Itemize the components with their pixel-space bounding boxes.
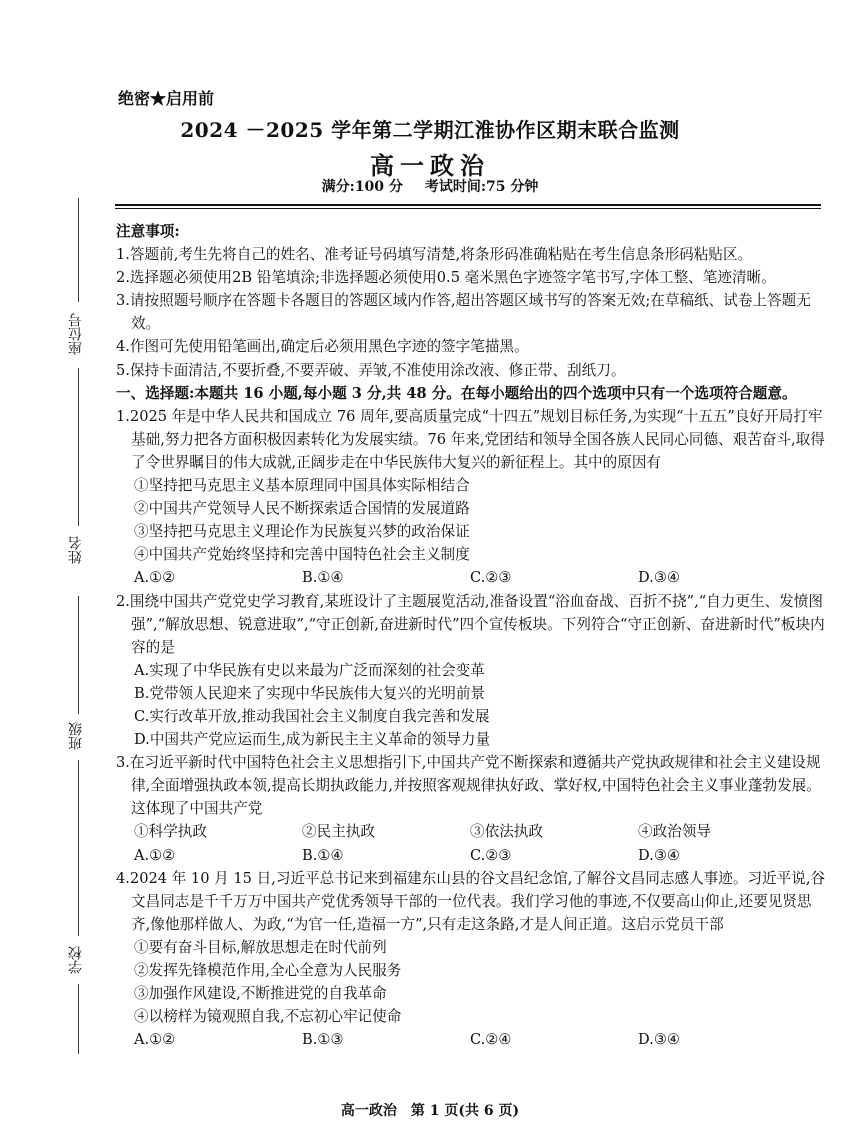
exam-meta [0,176,860,196]
binding-line [78,596,80,714]
notice-item: 1.答题前,考生先将自己的姓名、准考证号码填写清楚,将条形码准确粘贴在考生信息条形码粘贴区。 [116,246,753,264]
q1-options [116,566,828,589]
q4-statement-3: ③加强作风建设,不断推进党的自我革命 [134,985,387,1003]
binding-line [78,984,80,1054]
q2-option-c: C.实行改革开放,推动我国社会主义制度自我完善和发展 [134,707,490,725]
question-1-stem: 1.2025 年是中华人民共和国成立 76 周年,要高质量完成“十四五”规划目标任务,为实现“十五五”良好开局打牢基础,努力把各方面积极因素转化为发展实绩。76 年来,党团结和领导全国各族人民同心同德、艰苦奋斗,取得了令世界瞩目的伟大成就,正阔步走在中华民族伟大复兴的新征程上。其中的原因有 [116,407,825,471]
q1-option-d: D.③④ [638,569,680,587]
school-label: 学校 [68,946,84,974]
confidential-mark: 绝密★启用前 [118,89,215,108]
q4-statement-1: ①要有奋斗目标,解放思想走在时代前列 [134,938,387,956]
q4-statement-4: ④以榜样为镜观照自我,不忘初心牢记使命 [134,1008,402,1026]
q1-option-c: C.②③ [470,569,512,587]
header-rule [115,204,821,206]
q3-option-c: C.②③ [470,846,512,864]
full-score: 满分:100 分 [321,179,403,195]
exam-content [116,220,828,1051]
q1-statement-1: ①坚持把马克思主义基本原理同中国具体实际相结合 [134,477,470,495]
q4-option-c: C.②④ [470,1031,512,1049]
q3-statement-2: ②民主执政 [302,823,375,841]
class-label: 班级 [68,722,84,750]
header-rule-thin [115,208,821,209]
q3-options [116,844,828,867]
notice-title: 注意事项: [116,223,180,240]
q2-option-b: B.党带领人民迎来了实现中华民族伟大复兴的光明前景 [134,684,486,702]
binding-line [78,760,80,936]
exam-title: 2024 －2025 学年第二学期江淮协作区期末联合监测 [180,118,680,142]
q4-option-b: B.①③ [302,1031,344,1049]
page-footer: 高一政治 第 1 页(共 6 页) [340,1103,520,1119]
binding-line [78,368,80,526]
q3-statements [116,820,828,843]
q3-option-b: B.①④ [302,846,344,864]
q2-option-d: D.中国共产党应运而生,成为新民主主义革命的领导力量 [134,731,491,749]
q3-statement-1: ①科学执政 [134,823,207,841]
notice-item: 3.请按照题号顺序在答题卡各题目的答题区域内作答,超出答题区域书写的答案无效;在草稿纸、试卷上答题无效。 [116,292,811,333]
question-2-stem: 2.围绕中国共产党党史学习教育,某班设计了主题展览活动,准备设置“浴血奋战、百折不挠”,“自力更生、发愤图强”,“解放思想、锐意进取”,“守正创新,奋进新时代”四个宣传板块。下列符合“守正创新、奋进新时代”板块内容的是 [116,592,825,656]
question-4-stem: 4.2024 年 10 月 15 日,习近平总书记来到福建东山县的谷文昌纪念馆,了解谷文昌同志感人事迹。习近平说,谷文昌同志是千千万万中国共产党优秀领导干部的一位代表。我们学习他的事迹,不仅要高山仰止,还要见贤思齐,像他那样做人、为政,“为官一任,造福一方”,只有走这条路,才是人间正道。这启示党员干部 [116,869,826,933]
binding-line [78,198,80,302]
q1-option-a: A.①② [134,569,176,587]
q4-option-d: D.③④ [638,1031,680,1049]
q3-statement-3: ③依法执政 [470,823,543,841]
q4-statement-2: ②发挥先锋模范作用,全心全意为人民服务 [134,962,402,979]
q3-option-a: A.①② [134,846,176,864]
subject-title: 高一政治 [370,151,490,180]
q3-statement-4: ④政治领导 [638,823,711,841]
notice-item: 5.保持卡面清洁,不要折叠,不要弄破、弄皱,不准使用涂改液、修正带、刮纸刀。 [116,361,626,379]
section-heading: 一、选择题:本题共 16 小题,每小题 3 分,共 48 分。在每小题给出的四个选项中只有一个选项符合题意。 [116,384,797,402]
q1-statement-3: ③坚持把马克思主义理论作为民族复兴梦的政治保证 [134,523,470,541]
q1-statement-2: ②中国共产党领导人民不断探索适合国情的发展道路 [134,500,470,518]
q4-options [116,1028,828,1051]
seat-number-label: 座位号 [68,313,84,355]
question-3-stem: 3.在习近平新时代中国特色社会主义思想指引下,中国共产党不断探索和遵循共产党执政规律和社会主义建设规律,全面增强执政本领,提高长期执政能力,并按照客观规律执好政、掌好权,中国特色社会主义事业蓬勃发展。这体现了中国共产党 [116,754,821,818]
q1-statement-4: ④中国共产党始终坚持和完善中国特色社会主义制度 [134,546,470,564]
q3-option-d: D.③④ [638,846,680,864]
notice-item: 4.作图可先使用铅笔画出,确定后必须用黑色字迹的签字笔描黑。 [116,338,529,356]
q1-option-b: B.①④ [302,569,344,587]
exam-time: 考试时间:75 分钟 [424,179,539,195]
q2-option-a: A.实现了中华民族有史以来最为广泛而深刻的社会变革 [134,661,485,679]
notice-item: 2.选择题必须使用2B 铅笔填涂;非选择题必须使用0.5 毫米黑色字迹签字笔书写,字体工整、笔迹清晰。 [116,269,776,287]
name-label: 姓名 [68,536,84,564]
q4-option-a: A.①② [134,1031,176,1049]
